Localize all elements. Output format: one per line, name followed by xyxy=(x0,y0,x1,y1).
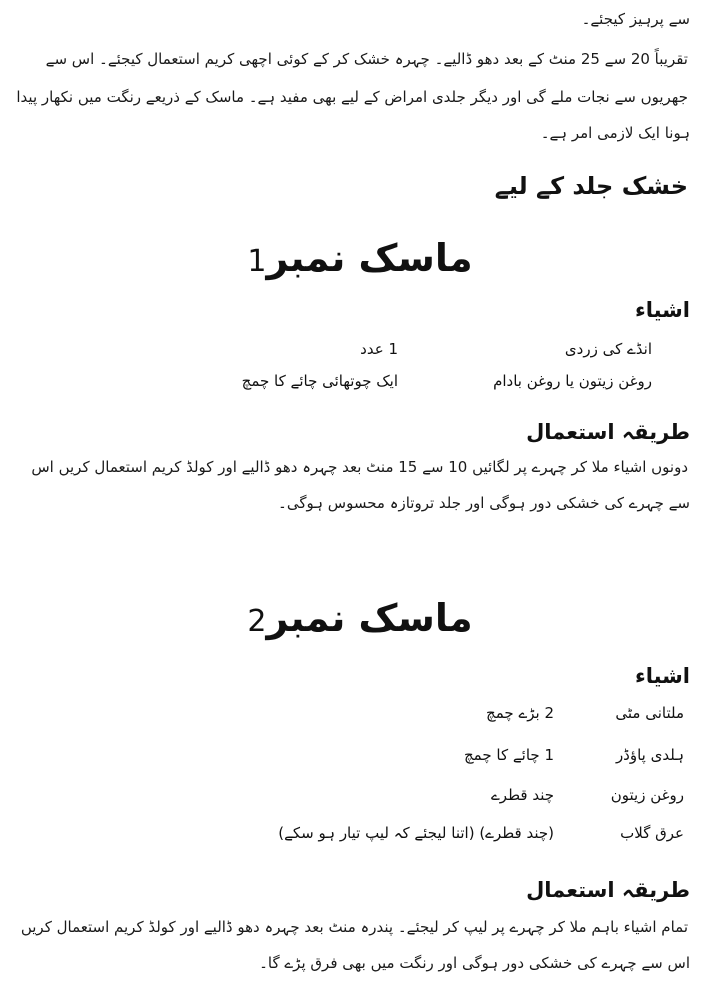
mask1-ingredient-1-qty: 1 عدد xyxy=(360,340,398,358)
mask1-ingredient-2-name: روغن زیتون یا روغن بادام xyxy=(493,372,652,390)
mask2-title-number: 2 xyxy=(247,604,267,639)
intro-line-3: جھریوں سے نجات ملے گی اور دیگر جلدی امراض کے لیے بھی مفید ہے۔ ماسک کے ذریعے رنگت میں نکھار پیدا xyxy=(16,88,688,106)
mask2-ingredient-3-qty: چند قطرے xyxy=(491,786,554,804)
mask2-ingredient-2-name: ہلدی پاؤڈر xyxy=(615,746,684,764)
mask1-ingredient-2-qty: ایک چوتھائی چائے کا چمچ xyxy=(241,372,398,390)
mask2-ingredient-3-name: روغن زیتون xyxy=(610,786,684,804)
mask1-ingredients-heading: اشیاء xyxy=(634,298,690,322)
mask1-method-line-1: دونوں اشیاء ملا کر چہرے پر لگائیں 10 سے 15 منٹ بعد چہرہ دھو ڈالیے اور کولڈ کریم استعمال کریں اس xyxy=(31,458,688,476)
mask2-title xyxy=(0,594,720,646)
intro-line-2: تقریباً 20 سے 25 منٹ کے بعد دھو ڈالیے۔ چہرہ خشک کر کے کوئی اچھی کریم استعمال کیجئے۔ اس سے xyxy=(45,50,688,68)
mask2-title-text: ماسک نمبر xyxy=(266,596,473,640)
mask2-ingredient-4-name: عرق گلاب xyxy=(620,824,684,842)
mask2-ingredient-2-qty: 1 چائے کا چمچ xyxy=(464,746,554,764)
intro-line-4: ہونا ایک لازمی امر ہے۔ xyxy=(540,124,690,142)
mask1-title-number: 1 xyxy=(247,244,267,279)
section-heading: خشک جلد کے لیے xyxy=(494,172,688,200)
intro-line-1: سے پرہیز کیجئے۔ xyxy=(581,10,690,28)
mask1-ingredient-1-name: انڈے کی زردی xyxy=(564,340,652,358)
mask1-method-heading: طریقہ استعمال xyxy=(526,420,690,444)
mask1-method-line-2: سے چہرے کی خشکی دور ہوگی اور جلد تروتازہ محسوس ہوگی۔ xyxy=(278,494,690,512)
mask2-ingredient-1-name: ملتانی مٹی xyxy=(615,704,684,722)
mask2-ingredient-4-qty: (چند قطرے) (اتنا لیجئے کہ لیپ تیار ہو سکے) xyxy=(278,824,554,842)
mask2-method-line-2: اس سے چہرے کی خشکی دور ہوگی اور رنگت میں بھی فرق پڑے گا۔ xyxy=(259,954,690,972)
mask2-ingredient-1-qty: 2 بڑے چمچ xyxy=(486,704,554,722)
mask1-title xyxy=(0,234,720,286)
mask2-ingredients-heading: اشیاء xyxy=(634,664,690,688)
mask2-method-heading: طریقہ استعمال xyxy=(526,878,690,902)
mask1-title-text: ماسک نمبر xyxy=(266,236,473,280)
mask2-method-line-1: تمام اشیاء باہم ملا کر چہرے پر لیپ کر لیجئے۔ پندرہ منٹ بعد چہرہ دھو ڈالیے اور کولڈ کریم استعمال کریں xyxy=(20,918,688,936)
